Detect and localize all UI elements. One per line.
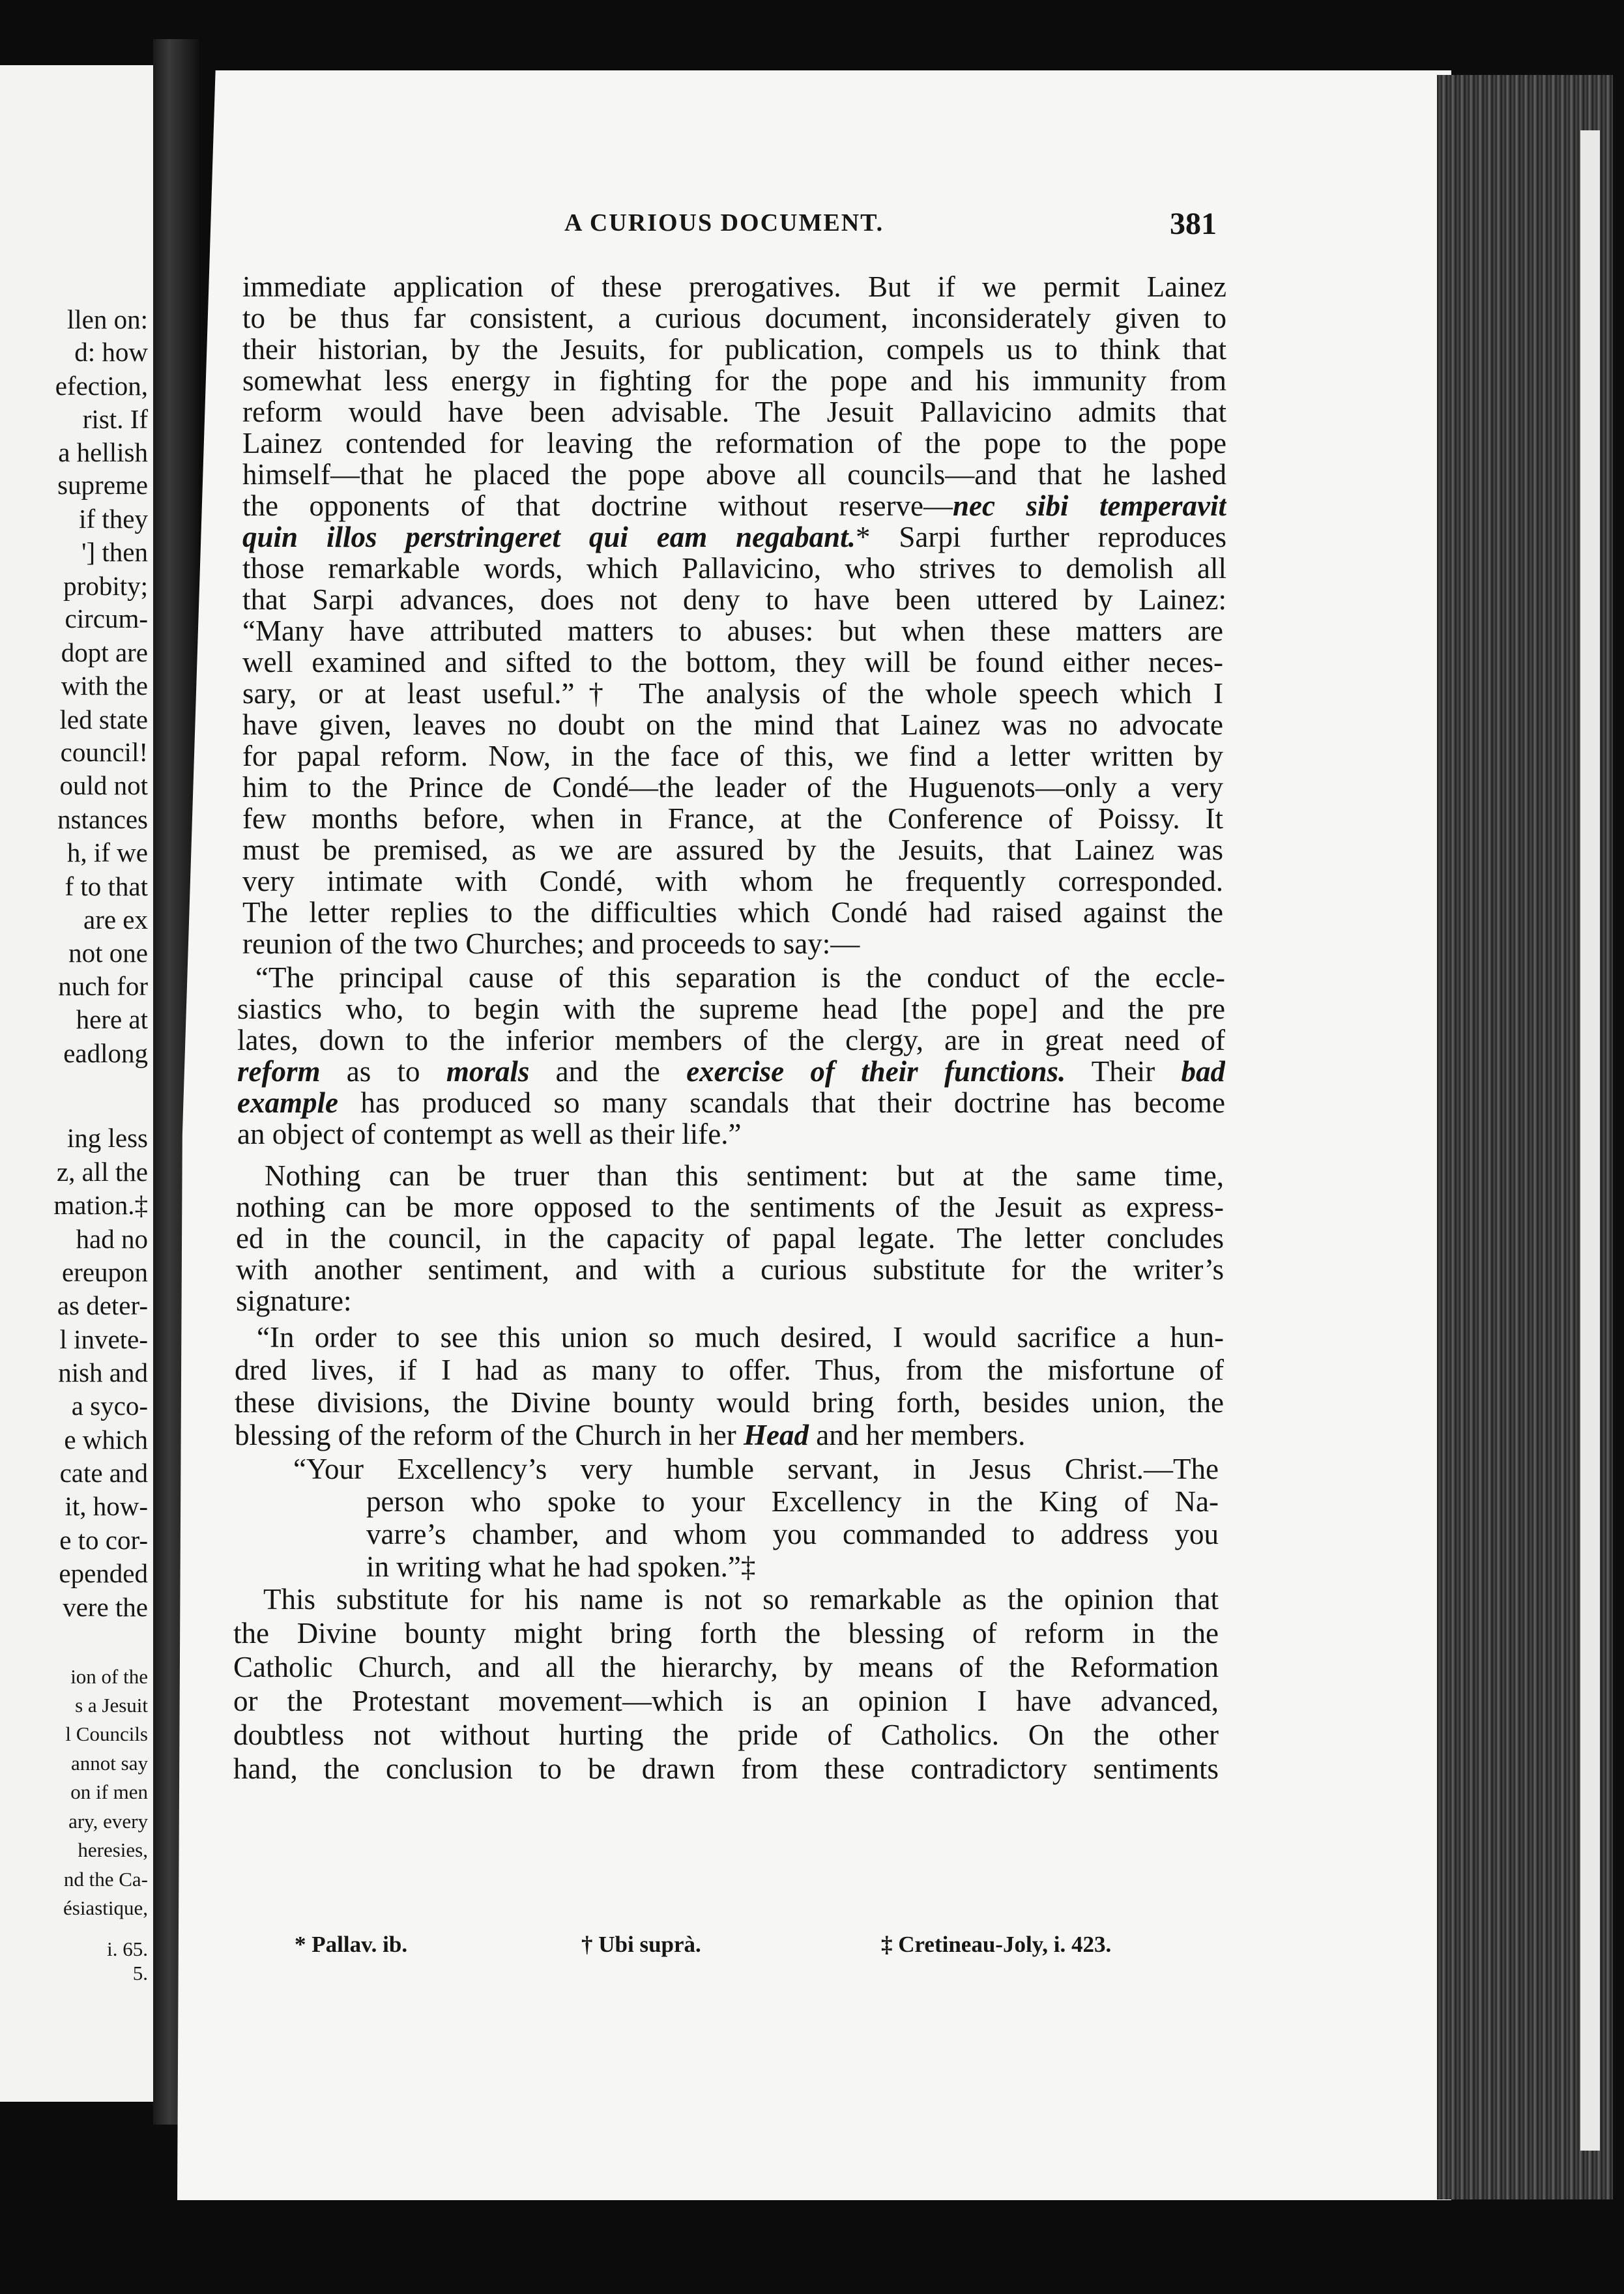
left-page-note: i. 65. (107, 1938, 148, 1960)
left-page-line: dopt are (61, 637, 148, 667)
body-line: “Your Excellency’s very humble servant, in Jesus Christ.—The (293, 1455, 1219, 1485)
body-line: reform would have been advisable. The Jesuit Pallavicino admits that (242, 398, 1226, 428)
body-line: Lainez contended for leaving the reformation of the pope to the pope (242, 429, 1226, 459)
left-page-note: ary, every (68, 1810, 148, 1833)
left-page-line: rist. If (82, 404, 148, 434)
left-page-line: ould not (59, 770, 148, 800)
left-page-note: ion of the (70, 1665, 148, 1688)
body-line: hand, the conclusion to be drawn from these contradictory sentiments (233, 1754, 1219, 1785)
body-line: for papal reform. Now, in the face of this, we find a letter written by (242, 742, 1223, 772)
body-line: sary, or at least useful.”† The analysis of the whole speech which I (242, 679, 1223, 710)
left-page-line: here at (76, 1004, 148, 1034)
body-line: that Sarpi advances, does not deny to have been uttered by Lainez: (242, 585, 1226, 616)
body-line: person who spoke to your Excellency in the King of Na- (366, 1487, 1219, 1518)
body-line: in writing what he had spoken.”‡ (366, 1550, 756, 1583)
body-line: lates, down to the inferior members of the clergy, are in great need of (237, 1026, 1225, 1056)
left-page-line: z, all the (56, 1157, 148, 1187)
body-line: these divisions, the Divine bounty would bring forth, besides union, the (235, 1388, 1224, 1419)
left-page-line: a syco- (71, 1391, 148, 1421)
body-line: The letter replies to the difficulties which Condé had raised against the (242, 898, 1223, 929)
body-line: immediate application of these prerogatives. But if we permit Lainez (242, 272, 1226, 303)
left-page-line: are ex (83, 905, 148, 935)
body-line: ed in the council, in the capacity of papal legate. The letter concludes (236, 1224, 1224, 1255)
left-page-line: not one (68, 938, 148, 968)
body-line: dred lives, if I had as many to offer. Thus, from the misfortune of (235, 1356, 1224, 1386)
left-page-line: it, how- (65, 1491, 148, 1521)
body-line: “The principal cause of this separation is the conduct of the eccle- (255, 963, 1225, 994)
left-page-line: supreme (57, 470, 148, 500)
body-line: This substitute for his name is not so remarkable as the opinion that (263, 1585, 1219, 1616)
left-page-line: '] then (81, 537, 148, 567)
body-line: with another sentiment, and with a curious substitute for the writer’s (236, 1255, 1224, 1286)
body-line: the opponents of that doctrine without reserve—nec sibi temperavit (242, 491, 1226, 522)
body-line: must be premised, as we are assured by the Jesuits, that Lainez was (242, 835, 1223, 866)
left-page-line: mation.‡ (53, 1190, 148, 1220)
left-facing-page (0, 65, 153, 2102)
left-page-line: d: how (74, 337, 148, 367)
left-page-line: led state (59, 704, 148, 734)
footnote: † Ubi suprà. (581, 1932, 701, 1957)
body-line: those remarkable words, which Pallavicino, who strives to demolish all (242, 554, 1226, 585)
left-page-line: with the (61, 671, 148, 701)
left-page-line: council! (60, 737, 148, 767)
left-page-line: circum- (65, 603, 148, 633)
left-page-note: heresies, (78, 1838, 148, 1861)
body-line: to be thus far consistent, a curious document, inconsiderately given to (242, 304, 1226, 334)
left-page-line: l invete- (59, 1324, 148, 1354)
left-page-line: cate and (59, 1458, 148, 1488)
body-line: reform as to morals and the exercise of their functions. Their bad (237, 1057, 1225, 1088)
body-line: signature: (236, 1285, 352, 1317)
body-line: blessing of the reform of the Church in her Head and her members. (235, 1419, 1026, 1451)
left-page-line: e which (64, 1425, 148, 1455)
left-page-line: probity; (63, 571, 148, 601)
left-page-line: efection, (55, 371, 148, 401)
body-line: few months before, when in France, at the Conference of Poissy. It (242, 804, 1223, 835)
left-page-note: nd the Ca- (63, 1868, 148, 1891)
body-line: siastics who, to begin with the supreme head [the pope] and the pre (237, 995, 1225, 1025)
body-line: or the Protestant movement—which is an opinion I have advanced, (233, 1687, 1219, 1717)
footnote: * Pallav. ib. (295, 1932, 408, 1957)
body-line: Nothing can be truer than this sentiment: but at the same time, (265, 1161, 1224, 1192)
body-line: nothing can be more opposed to the sentiments of the Jesuit as express- (236, 1193, 1224, 1223)
body-line: reunion of the two Churches; and proceeds to say:— (242, 927, 860, 960)
body-line: doubtless not without hurting the pride of Catholics. On the other (233, 1720, 1219, 1751)
left-page-line: f to that (65, 871, 148, 901)
body-line: “Many have attributed matters to abuses: but when these matters are (242, 617, 1223, 647)
body-line: an object of contempt as well as their life.” (237, 1118, 742, 1150)
left-page-line: eadlong (63, 1038, 148, 1068)
left-page-line: h, if we (66, 837, 148, 867)
body-line: very intimate with Condé, with whom he frequently corresponded. (242, 867, 1223, 897)
body-line: somewhat less energy in fighting for the pope and his immunity from (242, 366, 1226, 397)
left-page-line: as deter- (57, 1290, 148, 1320)
left-page-line: had no (76, 1224, 148, 1254)
footnote: ‡ Cretineau-Joly, i. 423. (881, 1932, 1112, 1957)
page-number: 381 (1170, 207, 1217, 241)
left-page-line: vere the (63, 1592, 148, 1622)
left-page-line: a hellish (58, 437, 148, 467)
left-page-line: e to cor- (59, 1525, 148, 1555)
left-page-note: 5. (132, 1962, 148, 1984)
left-page-line: nuch for (58, 971, 148, 1001)
left-page-line: nstances (57, 804, 148, 834)
left-page-line: nish and (58, 1358, 148, 1387)
left-page-note: l Councils (65, 1722, 148, 1745)
left-page-line: if they (79, 504, 148, 534)
body-line: himself—that he placed the pope above all councils—and that he lashed (242, 460, 1226, 491)
left-page-line: ing less (66, 1123, 148, 1153)
left-page-line: llen on: (66, 304, 148, 334)
left-page-line: epended (59, 1558, 148, 1588)
left-page-note: on if men (70, 1780, 148, 1803)
body-line: him to the Prince de Condé—the leader of the Huguenots—only a very (242, 773, 1223, 804)
body-line: have given, leaves no doubt on the mind that Lainez was no advocate (242, 710, 1223, 741)
body-line: example has produced so many scandals that their doctrine has become (237, 1088, 1225, 1119)
running-title: A CURIOUS DOCUMENT. (564, 209, 884, 237)
page-edge-highlight (1580, 130, 1600, 2151)
body-line: “In order to see this union so much desired, I would sacrifice a hun- (257, 1323, 1224, 1354)
body-line: the Divine bounty might bring forth the blessing of reform in the (233, 1619, 1219, 1649)
body-line: quin illos perstringeret qui eam negabant.* Sarpi further reproduces (242, 523, 1226, 553)
left-page-note: annot say (71, 1752, 148, 1775)
left-page-line: ereupon (61, 1257, 148, 1287)
body-line: varre’s chamber, and whom you commanded to address you (366, 1520, 1219, 1550)
body-line: Catholic Church, and all the hierarchy, by means of the Reformation (233, 1653, 1219, 1683)
body-line: their historian, by the Jesuits, for publication, compels us to think that (242, 335, 1226, 366)
body-line: well examined and sifted to the bottom, they will be found either neces- (242, 648, 1223, 678)
left-page-note: ésiastique, (63, 1896, 148, 1919)
left-page-note: s a Jesuit (75, 1694, 148, 1717)
